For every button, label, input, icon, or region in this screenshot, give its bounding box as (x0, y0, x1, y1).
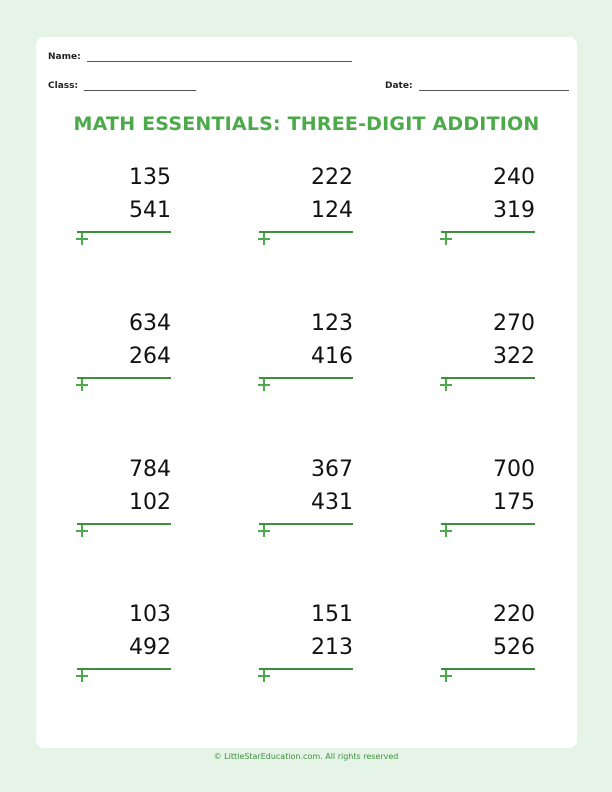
answer-line (441, 231, 535, 233)
problem-bottom-number: 213 (311, 635, 353, 660)
answer-line (77, 523, 171, 525)
date-field[interactable] (385, 81, 569, 91)
class-field[interactable] (48, 81, 196, 91)
name-field[interactable] (48, 52, 352, 62)
plus-icon (258, 668, 271, 682)
problem-top-number: 700 (493, 457, 535, 482)
problem-bottom-number: 264 (129, 344, 171, 369)
problem-10 (75, 602, 175, 694)
problem-8 (257, 457, 357, 549)
problem-top-number: 634 (129, 311, 171, 336)
problem-1 (75, 165, 175, 257)
name-line[interactable] (87, 60, 352, 62)
answer-line (441, 523, 535, 525)
problem-bottom-number: 102 (129, 490, 171, 515)
problem-2 (257, 165, 357, 257)
problem-3 (439, 165, 539, 257)
answer-line (441, 377, 535, 379)
answer-line (441, 668, 535, 670)
class-line[interactable] (84, 89, 196, 91)
problem-11 (257, 602, 357, 694)
plus-icon (440, 231, 453, 245)
answer-line (259, 377, 353, 379)
answer-line (259, 231, 353, 233)
answer-line (77, 668, 171, 670)
class-label: Class: (48, 81, 79, 91)
problem-bottom-number: 431 (311, 490, 353, 515)
problem-top-number: 367 (311, 457, 353, 482)
footer-copyright: © LittleStarEducation.com. All rights reserved (213, 752, 399, 761)
problem-bottom-number: 526 (493, 635, 535, 660)
problem-12 (439, 602, 539, 694)
plus-icon (440, 523, 453, 537)
problem-top-number: 151 (311, 602, 353, 627)
date-line[interactable] (419, 89, 569, 91)
problem-bottom-number: 492 (129, 635, 171, 660)
plus-icon (76, 668, 89, 682)
date-label: Date: (385, 81, 413, 91)
name-label: Name: (48, 52, 81, 62)
answer-line (259, 523, 353, 525)
problem-4 (75, 311, 175, 403)
problem-9 (439, 457, 539, 549)
problem-top-number: 222 (311, 165, 353, 190)
problem-bottom-number: 175 (493, 490, 535, 515)
problem-6 (439, 311, 539, 403)
page-title: MATH ESSENTIALS: THREE-DIGIT ADDITION (73, 113, 540, 135)
answer-line (259, 668, 353, 670)
answer-line (77, 231, 171, 233)
problem-top-number: 123 (311, 311, 353, 336)
problem-top-number: 240 (493, 165, 535, 190)
worksheet-sheet (36, 37, 577, 748)
plus-icon (76, 377, 89, 391)
plus-icon (76, 231, 89, 245)
plus-icon (258, 231, 271, 245)
plus-icon (258, 523, 271, 537)
problem-bottom-number: 541 (129, 198, 171, 223)
problem-bottom-number: 319 (493, 198, 535, 223)
problem-bottom-number: 124 (311, 198, 353, 223)
problem-7 (75, 457, 175, 549)
problem-top-number: 220 (493, 602, 535, 627)
problem-top-number: 135 (129, 165, 171, 190)
plus-icon (76, 523, 89, 537)
problem-top-number: 103 (129, 602, 171, 627)
problem-top-number: 784 (129, 457, 171, 482)
problem-5 (257, 311, 357, 403)
plus-icon (440, 377, 453, 391)
answer-line (77, 377, 171, 379)
problem-bottom-number: 322 (493, 344, 535, 369)
plus-icon (440, 668, 453, 682)
plus-icon (258, 377, 271, 391)
problem-top-number: 270 (493, 311, 535, 336)
problem-bottom-number: 416 (311, 344, 353, 369)
